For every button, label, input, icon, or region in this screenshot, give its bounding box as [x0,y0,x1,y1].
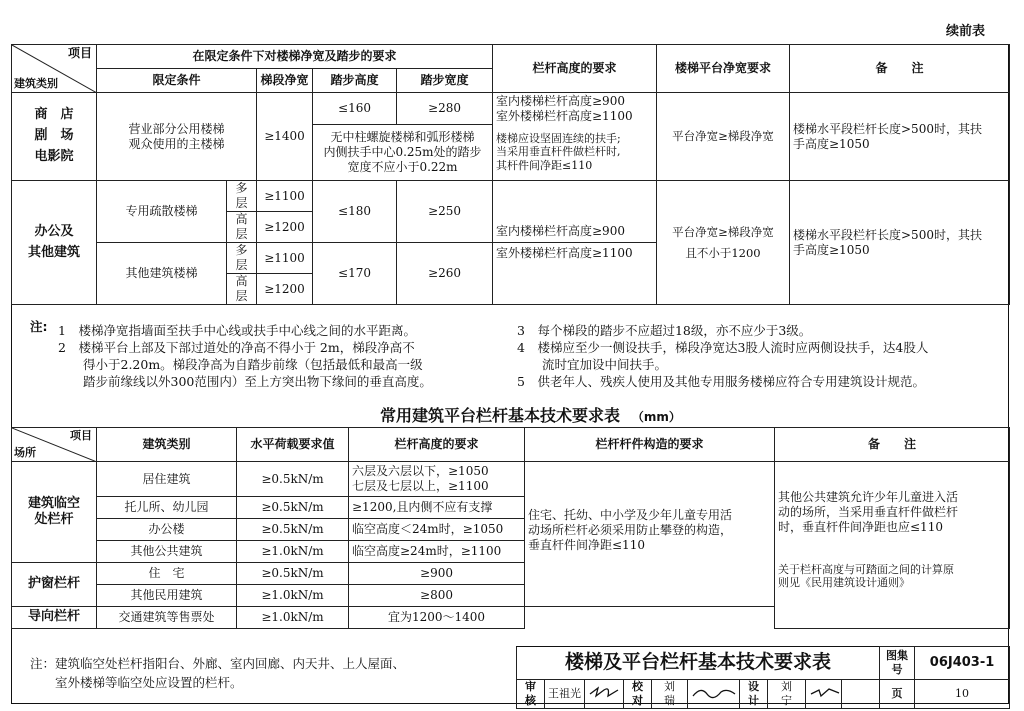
atlas-label: 图集号 [880,647,915,680]
row2-type: 办公楼 [97,519,237,541]
row2-height: ≥1200,且内侧不应有支撑 [349,497,525,519]
rail-1b: 楼梯应设坚固连续的扶手; 当采用垂直杆件做栏杆时, 其杆件间净距≤110 [493,125,657,181]
note-3: 3 每个梯段的踏步不应超过18级，亦不应少于3级。 [517,323,812,338]
rail-1a: 室内楼梯栏杆高度≥900 室外楼梯栏杆高度≥1100 [493,93,657,125]
row2-height: ≥800 [349,585,525,607]
table2-corner-cell [12,428,97,462]
header2-struct: 栏杆杆件构造的要求 [525,428,775,462]
signature-mark [809,684,841,700]
header-depth: 踏步宽度 [397,69,493,93]
note-4: 4 楼梯应至少一侧设扶手，梯段净宽达3股人流时应两侧设扶手，达4股人 流时宜加设中间扶手。 [517,340,929,372]
header-height: 踏步高度 [313,69,397,93]
drawing-title: 楼梯及平台栏杆基本技术要求表 [517,647,880,680]
multi-a: 多层 [227,181,257,212]
height-1: ≤160 [313,93,397,125]
row2-type: 住 宅 [97,563,237,585]
row2-height: 临空高度≥24m时，≥1100 [349,541,525,563]
depth-1: ≥280 [397,93,493,125]
rail-in: 室内楼梯栏杆高度≥900 [493,181,657,243]
atlas-number: 06J403-1 [915,647,1010,680]
design-label: 设计 [740,680,768,709]
platform-1: 平台净宽≥梯段净宽 [657,93,790,181]
header-remark: 备 注 [790,45,1010,93]
remark2-a: 其他公共建筑允许少年儿童进入活 动的场所，当采用垂直杆件做栏杆 时，垂直杆件间净距也应≤110 [775,462,1010,563]
high-a: 高层 [227,212,257,243]
header-rail: 栏杆高度的要求 [493,45,657,93]
row2-height: 宜为1200～1400 [349,607,525,629]
railing-title-main: 常用建筑平台栏杆基本技术要求表 [380,406,621,425]
width-b2: ≥1200 [257,274,313,305]
row2-load: ≥0.5kN/m [237,462,349,497]
cond-other: 其他建筑楼梯 [97,243,227,305]
height-b: ≤170 [313,243,397,305]
row2-load: ≥0.5kN/m [237,497,349,519]
row2-type: 居住建筑 [97,462,237,497]
height-a: ≤180 [313,181,397,243]
group-guide: 导向栏杆 [12,607,97,629]
row2-load: ≥0.5kN/m [237,519,349,541]
multi-b: 多层 [227,243,257,274]
remark2-b: 关于栏杆高度与可踏面之间的计算原 则见《民用建筑设计通则》 [775,563,1010,629]
notes2: 注：建筑临空处栏杆指阳台、外廊、室内回廊、内天井、上人屋面、 室外楼梯等临空处应设置的栏杆。 [30,656,406,690]
checker-name: 刘 瑞 [652,680,688,709]
row2-type: 其他公共建筑 [97,541,237,563]
header-width: 梯段净宽 [257,69,313,93]
header-platform: 楼梯平台净宽要求 [657,45,790,93]
row2-load: ≥0.5kN/m [237,563,349,585]
cond-evac: 专用疏散楼梯 [97,181,227,243]
struct-note: 住宅、托幼、中小学及少年儿童专用活 动场所栏杆必须采用防止攀登的构造， 垂直杆件间净距≤110 [525,462,775,607]
designer-signature [806,680,842,709]
width-a2: ≥1200 [257,212,313,243]
continued-label: 续前表 [946,24,986,39]
note-2: 2 楼梯平台上部及下部过道处的净高不得小于 2m，梯段净高不 得小于2.20m。梯段净高为自踏步前缘（包括最低和最高一级 踏步前缘线以外300范围内）至上方突出物下缘间的垂直高度。 [58,340,432,389]
note-5: 5 供老年人、残疾人使用及其他专用服务楼梯应符合专用建筑设计规范。 [517,374,925,389]
header-group: 在限定条件下对楼梯净宽及踏步的要求 [97,45,493,69]
width-b1: ≥1100 [257,243,313,274]
remark-1: 楼梯水平段栏杆长度>500时，其扶 手高度≥1050 [790,93,1010,181]
notes1-label: 注: [30,319,48,334]
depth-b: ≥260 [397,243,493,305]
header2-remark: 备 注 [775,428,1010,462]
checker-signature [688,680,740,709]
signature-mark [588,684,622,700]
header-type: 建筑类别 [14,77,58,91]
row2-height: ≥900 [349,563,525,585]
header2-type: 建筑类别 [97,428,237,462]
row2-load: ≥1.0kN/m [237,607,349,629]
row2-height: 六层及六层以下，≥1050 七层及七层以上，≥1100 [349,462,525,497]
cond-public: 营业部分公用楼梯 观众使用的主楼梯 [97,93,257,181]
depth-a: ≥250 [397,181,493,243]
check-label: 校对 [624,680,652,709]
page-label: 页 [880,680,915,709]
header-item: 项目 [67,46,92,60]
row2-type: 托儿所、幼儿园 [97,497,237,519]
struct-blank [525,607,775,629]
rail-out: 室外楼梯栏杆高度≥1100 [493,243,657,305]
title-block [516,646,1010,709]
header2-item: 项目 [70,429,92,442]
group-window: 护窗栏杆 [12,563,97,607]
review-label: 审核 [517,680,545,709]
row2-load: ≥1.0kN/m [237,585,349,607]
signature-mark [691,684,737,700]
railing-table-title [380,403,681,426]
type-office: 办公及 其他建筑 [12,181,97,305]
high-b: 高层 [227,274,257,305]
blank-cell [842,680,880,709]
type-shop: 商 店 剧 场 电影院 [12,93,97,181]
remark-2: 楼梯水平段栏杆长度>500时，其扶 手高度≥1050 [790,181,1010,305]
row2-load: ≥1.0kN/m [237,541,349,563]
header2-height: 栏杆高度的要求 [349,428,525,462]
table1-corner-cell [12,45,97,93]
spiral-note: 无中柱螺旋楼梯和弧形楼梯 内侧扶手中心0.25m处的踏步 宽度不应小于0.22m [313,125,493,181]
header2-place: 场所 [14,446,36,460]
railing-requirements-table [11,427,1010,629]
header-cond: 限定条件 [97,69,257,93]
note-1: 1 楼梯净宽指墙面至扶手中心线或扶手中心线之间的水平距离。 [58,323,416,338]
railing-title-unit: （mm） [631,410,681,424]
header2-load: 水平荷载要求值 [237,428,349,462]
width-1: ≥1400 [257,93,313,181]
reviewer-name: 王祖光 [545,680,585,709]
row2-height: 临空高度＜24m时，≥1050 [349,519,525,541]
row2-type: 其他民用建筑 [97,585,237,607]
width-a1: ≥1100 [257,181,313,212]
platform-2: 平台净宽≥梯段净宽 且不小于1200 [657,181,790,305]
group-edge: 建筑临空 处栏杆 [12,462,97,563]
page-number: 10 [915,680,1010,709]
reviewer-signature [585,680,624,709]
designer-name: 刘 宁 [768,680,806,709]
row2-type: 交通建筑等售票处 [97,607,237,629]
stair-requirements-table [11,44,1010,305]
